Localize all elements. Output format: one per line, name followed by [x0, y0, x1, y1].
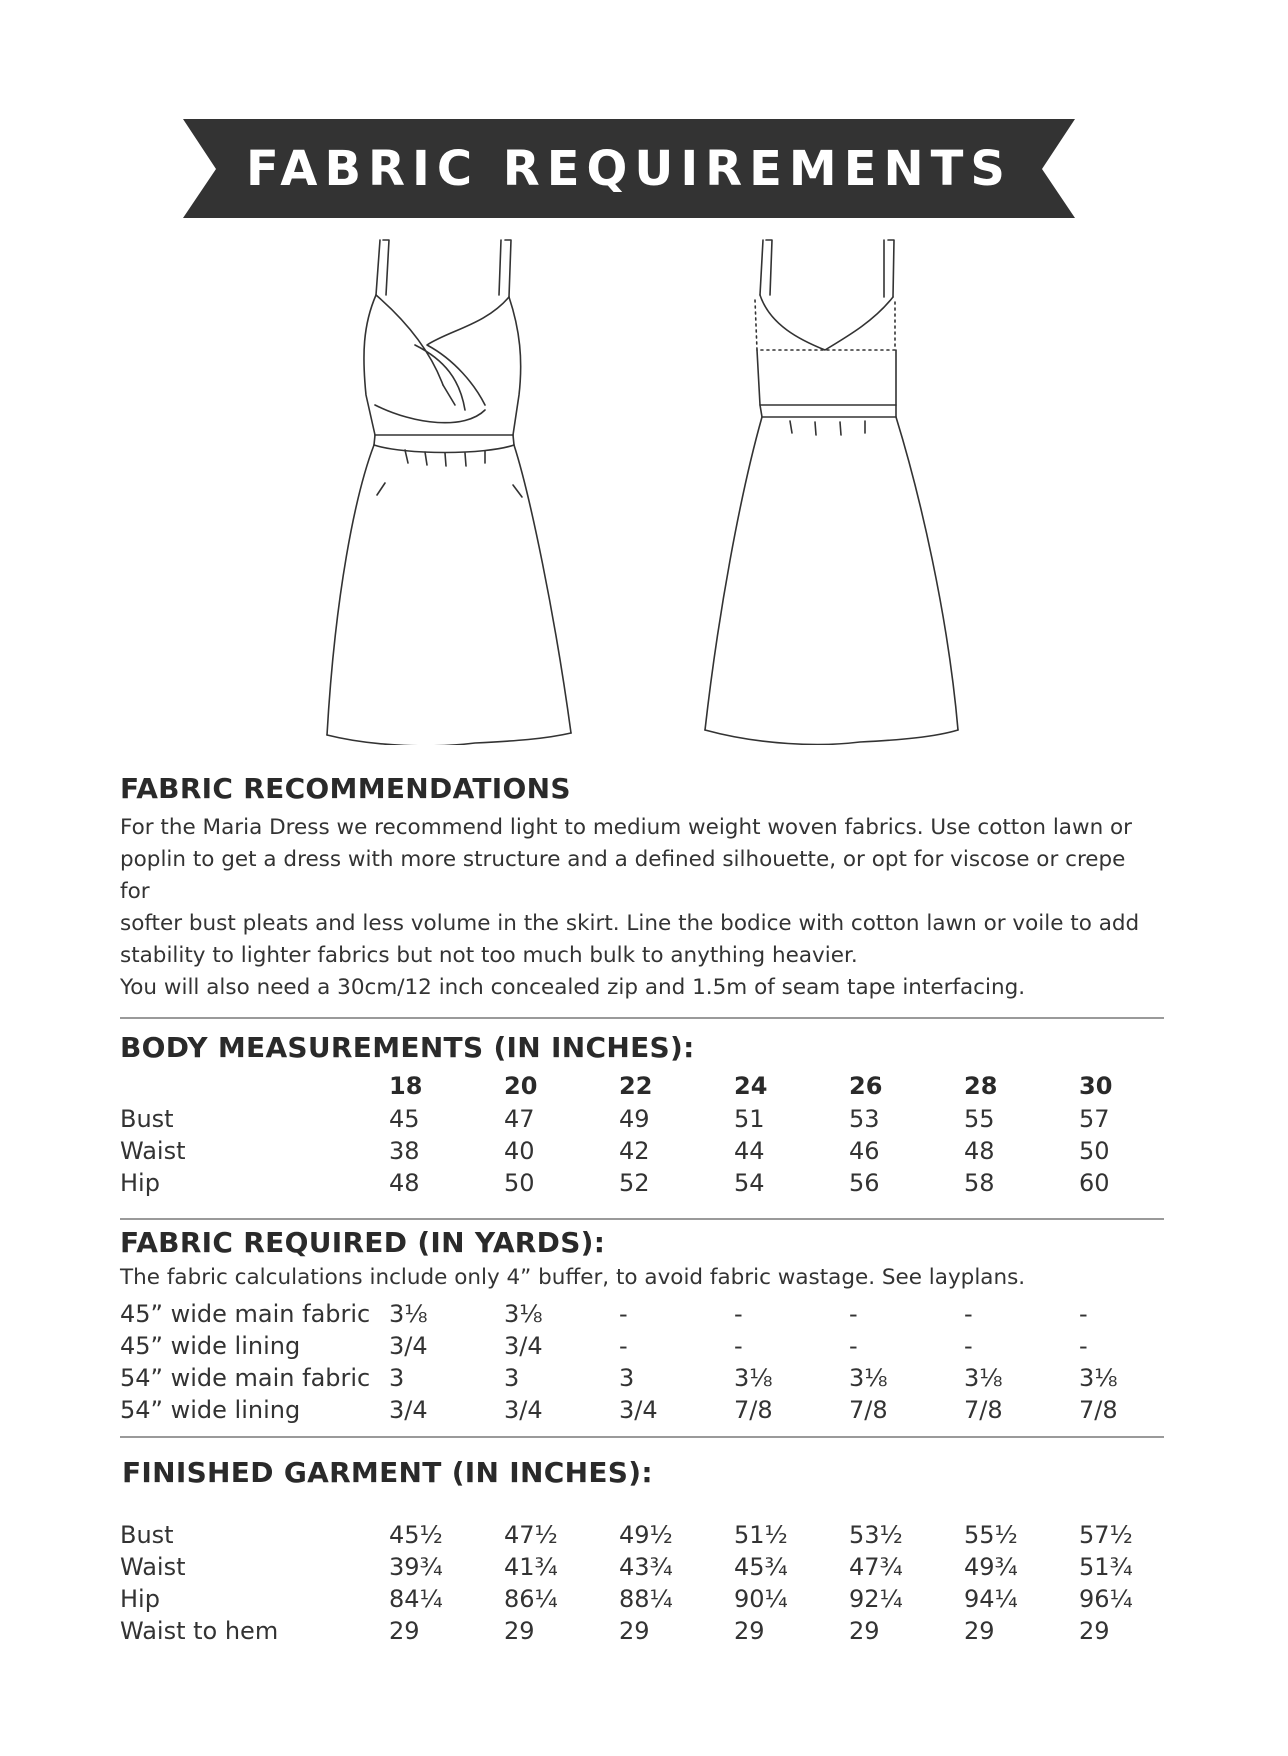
table-row	[0, 1105, 1288, 1137]
row-label: Bust	[120, 1105, 174, 1133]
table-cell: 3⅛	[1079, 1364, 1118, 1392]
table-cell: 57½	[1079, 1521, 1133, 1549]
table-cell: 3	[504, 1364, 520, 1392]
fabric-required-heading: FABRIC REQUIRED (IN YARDS):	[120, 1226, 606, 1259]
table-cell: 40	[504, 1137, 535, 1165]
table-cell: 96¼	[1079, 1585, 1133, 1613]
table-cell: 94¼	[964, 1585, 1018, 1613]
table-cell: 51½	[734, 1521, 788, 1549]
table-cell: 29	[849, 1617, 880, 1645]
table-cell: 46	[849, 1137, 880, 1165]
notions-text: You will also need a 30cm/12 inch concealed zip and 1.5m of seam tape interfacing.	[120, 975, 1026, 1000]
page-title: FABRIC REQUIREMENTS	[246, 140, 1012, 197]
size-label: 30	[1079, 1072, 1113, 1100]
table-cell: 48	[964, 1137, 995, 1165]
divider	[120, 1218, 1164, 1220]
table-cell: 3⅛	[964, 1364, 1003, 1392]
table-cell: -	[1079, 1332, 1088, 1360]
table-cell: 57	[1079, 1105, 1110, 1133]
table-cell: 29	[964, 1617, 995, 1645]
table-cell: 3/4	[389, 1396, 428, 1424]
divider	[120, 1017, 1164, 1019]
table-cell: 52	[619, 1169, 650, 1197]
table-cell: 90¼	[734, 1585, 788, 1613]
table-cell: 88¼	[619, 1585, 673, 1613]
table-row	[0, 1364, 1288, 1396]
size-label: 24	[734, 1072, 768, 1100]
table-row	[0, 1137, 1288, 1169]
table-cell: 7/8	[849, 1396, 888, 1424]
table-cell: 47½	[504, 1521, 558, 1549]
table-cell: 49½	[619, 1521, 673, 1549]
title-banner	[183, 119, 1075, 218]
recommendations-text	[120, 812, 1140, 972]
table-cell: 47	[504, 1105, 535, 1133]
table-row	[0, 1332, 1288, 1364]
table-cell: -	[964, 1300, 973, 1328]
table-cell: 3⅛	[734, 1364, 773, 1392]
row-label: 45” wide main fabric	[120, 1300, 371, 1328]
table-row	[0, 1585, 1288, 1617]
row-label: 54” wide main fabric	[120, 1364, 371, 1392]
table-cell: 7/8	[964, 1396, 1003, 1424]
size-label: 18	[389, 1072, 423, 1100]
table-cell: 47¾	[849, 1553, 903, 1581]
table-cell: 29	[619, 1617, 650, 1645]
table-cell: 29	[1079, 1617, 1110, 1645]
table-cell: 39¾	[389, 1553, 443, 1581]
table-cell: 49	[619, 1105, 650, 1133]
row-label: Waist	[120, 1553, 186, 1581]
size-header-row	[0, 1072, 1288, 1104]
table-cell: 86¼	[504, 1585, 558, 1613]
divider	[120, 1436, 1164, 1438]
size-label: 22	[619, 1072, 653, 1100]
table-cell: 56	[849, 1169, 880, 1197]
recommendations-line: stability to lighter fabrics but not too much bulk to anything heavier.	[120, 943, 858, 968]
table-row	[0, 1521, 1288, 1553]
table-cell: 51¾	[1079, 1553, 1133, 1581]
table-cell: 3/4	[619, 1396, 658, 1424]
table-cell: -	[619, 1300, 628, 1328]
table-cell: -	[619, 1332, 628, 1360]
table-cell: 45¾	[734, 1553, 788, 1581]
table-cell: 84¼	[389, 1585, 443, 1613]
table-cell: 29	[734, 1617, 765, 1645]
recommendations-line: softer bust pleats and less volume in the skirt. Line the bodice with cotton lawn or voile to add	[120, 911, 1140, 936]
table-cell: 3/4	[504, 1332, 543, 1360]
table-cell: -	[734, 1332, 743, 1360]
table-cell: 49¾	[964, 1553, 1018, 1581]
table-cell: 60	[1079, 1169, 1110, 1197]
dress-front-illustration	[315, 235, 585, 745]
recommendations-line: For the Maria Dress we recommend light to medium weight woven fabrics. Use cotton lawn or	[120, 815, 1133, 840]
row-label: Waist to hem	[120, 1617, 279, 1645]
row-label: Waist	[120, 1137, 186, 1165]
row-label: Hip	[120, 1585, 160, 1613]
table-cell: 3	[389, 1364, 405, 1392]
body-measurements-heading: BODY MEASUREMENTS (IN INCHES):	[120, 1031, 695, 1064]
table-cell: 92¼	[849, 1585, 903, 1613]
finished-garment-heading: FINISHED GARMENT (IN INCHES):	[122, 1456, 653, 1489]
row-label: 54” wide lining	[120, 1396, 301, 1424]
size-label: 26	[849, 1072, 883, 1100]
dress-back-illustration	[700, 235, 970, 745]
row-label: 45” wide lining	[120, 1332, 301, 1360]
table-cell: 44	[734, 1137, 765, 1165]
table-cell: 45	[389, 1105, 420, 1133]
table-cell: -	[849, 1300, 858, 1328]
table-cell: -	[734, 1300, 743, 1328]
row-label: Hip	[120, 1169, 160, 1197]
table-cell: 7/8	[734, 1396, 773, 1424]
table-row	[0, 1553, 1288, 1585]
table-cell: -	[849, 1332, 858, 1360]
table-cell: 45½	[389, 1521, 443, 1549]
table-cell: 43¾	[619, 1553, 673, 1581]
table-row	[0, 1300, 1288, 1332]
table-cell: 3⅛	[849, 1364, 888, 1392]
table-cell: 50	[504, 1169, 535, 1197]
table-cell: 48	[389, 1169, 420, 1197]
table-cell: 3/4	[389, 1332, 428, 1360]
table-cell: 3⅛	[504, 1300, 543, 1328]
table-cell: 29	[389, 1617, 420, 1645]
table-cell: -	[1079, 1300, 1088, 1328]
table-cell: -	[964, 1332, 973, 1360]
table-cell: 41¾	[504, 1553, 558, 1581]
table-cell: 42	[619, 1137, 650, 1165]
table-row	[0, 1396, 1288, 1428]
recommendations-heading: FABRIC RECOMMENDATIONS	[120, 772, 571, 805]
table-row	[0, 1169, 1288, 1201]
size-label: 20	[504, 1072, 538, 1100]
table-cell: 53	[849, 1105, 880, 1133]
table-cell: 50	[1079, 1137, 1110, 1165]
table-cell: 53½	[849, 1521, 903, 1549]
table-row	[0, 1617, 1288, 1649]
table-cell: 3/4	[504, 1396, 543, 1424]
recommendations-line: poplin to get a dress with more structure and a defined silhouette, or opt for viscose or crepe for	[120, 847, 1126, 904]
fabric-required-note: The fabric calculations include only 4” buffer, to avoid fabric wastage. See layplans.	[120, 1265, 1026, 1290]
table-cell: 54	[734, 1169, 765, 1197]
table-cell: 55	[964, 1105, 995, 1133]
row-label: Bust	[120, 1521, 174, 1549]
table-cell: 51	[734, 1105, 765, 1133]
table-cell: 29	[504, 1617, 535, 1645]
size-label: 28	[964, 1072, 998, 1100]
table-cell: 3⅛	[389, 1300, 428, 1328]
table-cell: 7/8	[1079, 1396, 1118, 1424]
table-cell: 58	[964, 1169, 995, 1197]
table-cell: 3	[619, 1364, 635, 1392]
table-cell: 38	[389, 1137, 420, 1165]
table-cell: 55½	[964, 1521, 1018, 1549]
